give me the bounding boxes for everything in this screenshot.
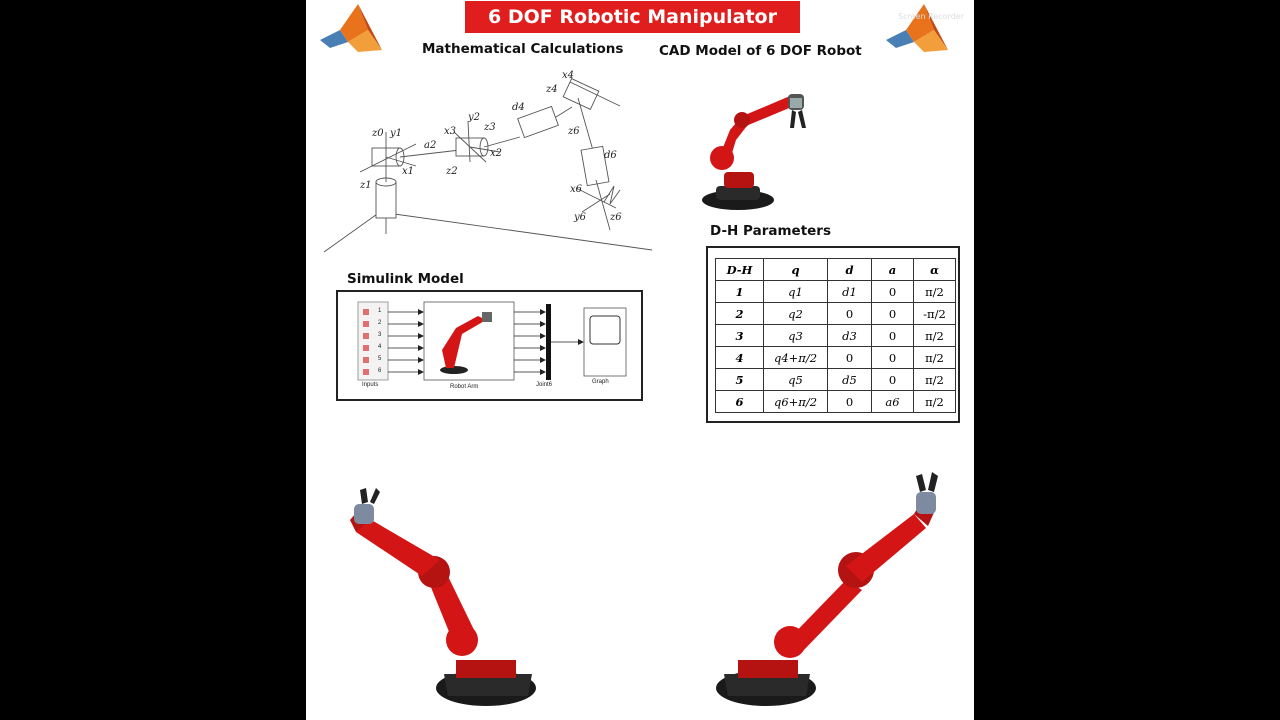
label-x6: x6 <box>570 184 583 195</box>
table-cell: 6 <box>716 391 764 413</box>
table-row <box>716 391 956 413</box>
sim-graph-label: Graph <box>592 379 609 385</box>
screen-recorder-watermark <box>884 12 964 21</box>
matlab-logo-left-icon <box>318 0 384 58</box>
label-z4: z4 <box>546 84 558 95</box>
label-x2: x2 <box>490 148 503 159</box>
table-cell: π/2 <box>914 391 956 413</box>
label-d6: d6 <box>604 150 617 161</box>
dh-header-cell: D-H <box>716 259 764 281</box>
label-d4: d4 <box>512 102 525 113</box>
table-cell: 4 <box>716 347 764 369</box>
label-z0: z0 <box>372 128 384 139</box>
table-cell: -π/2 <box>914 303 956 325</box>
dh-table <box>715 258 956 413</box>
dh-header-cell: d <box>828 259 872 281</box>
table-cell: q6+π/2 <box>764 391 828 413</box>
frame-labels <box>320 62 660 262</box>
label-y6: y6 <box>574 212 587 223</box>
simulink-heading: Simulink Model <box>347 271 464 287</box>
table-row <box>716 369 956 391</box>
sim-robot-label: Robot Arm <box>450 384 479 390</box>
label-x1: x1 <box>402 166 415 177</box>
table-cell: 3 <box>716 325 764 347</box>
table-cell: q5 <box>764 369 828 391</box>
robot-render-left <box>336 484 546 714</box>
label-z6b: z6 <box>610 212 622 223</box>
table-cell: q4+π/2 <box>764 347 828 369</box>
math-heading: Mathematical Calculations <box>422 41 624 57</box>
label-z2: z2 <box>446 166 458 177</box>
dh-header-cell: q <box>764 259 828 281</box>
label-z6a: z6 <box>568 126 580 137</box>
cad-robot-image <box>694 80 826 216</box>
table-cell: 0 <box>872 303 914 325</box>
sim-port-1: 1 <box>378 308 382 314</box>
page-title: 6 DOF Robotic Manipulator <box>465 1 800 33</box>
sim-port-5: 5 <box>378 356 382 362</box>
label-y1: y1 <box>390 128 403 139</box>
table-row <box>716 325 956 347</box>
table-cell: d1 <box>828 281 872 303</box>
label-y2: y2 <box>468 112 481 123</box>
sim-port-2: 2 <box>378 320 382 326</box>
cad-heading: CAD Model of 6 DOF Robot <box>659 43 862 59</box>
sim-port-3: 3 <box>378 332 382 338</box>
table-cell: π/2 <box>914 325 956 347</box>
table-cell: 0 <box>872 325 914 347</box>
sim-port-numbers <box>378 305 390 377</box>
table-cell: a6 <box>872 391 914 413</box>
table-cell: q2 <box>764 303 828 325</box>
table-cell: 0 <box>828 303 872 325</box>
label-z3: z3 <box>484 122 496 133</box>
dh-heading: D-H Parameters <box>710 223 831 239</box>
table-cell: 0 <box>828 391 872 413</box>
table-cell: π/2 <box>914 347 956 369</box>
matlab-logo-right-icon <box>884 0 950 58</box>
sim-joint-label: Joint6 <box>536 382 553 388</box>
dh-header-cell: α <box>914 259 956 281</box>
sim-inputs-label: Inputs <box>362 382 379 388</box>
dh-header-row <box>716 259 956 281</box>
label-a2: a2 <box>424 140 437 151</box>
table-row <box>716 281 956 303</box>
table-cell: 2 <box>716 303 764 325</box>
table-cell: q1 <box>764 281 828 303</box>
label-x4: x4 <box>562 70 575 81</box>
label-z1: z1 <box>360 180 372 191</box>
robot-render-right <box>716 470 946 714</box>
watermark-text: Screen Recorder <box>898 12 964 21</box>
label-x3: x3 <box>444 126 457 137</box>
table-cell: 0 <box>872 347 914 369</box>
table-cell: d5 <box>828 369 872 391</box>
sim-port-4: 4 <box>378 344 382 350</box>
table-row <box>716 303 956 325</box>
sim-port-6: 6 <box>378 368 382 374</box>
table-cell: 1 <box>716 281 764 303</box>
table-cell: π/2 <box>914 281 956 303</box>
table-cell: d3 <box>828 325 872 347</box>
table-cell: 0 <box>872 281 914 303</box>
table-cell: q3 <box>764 325 828 347</box>
content-panel <box>306 0 974 720</box>
table-cell: 0 <box>828 347 872 369</box>
table-cell: 5 <box>716 369 764 391</box>
table-row <box>716 347 956 369</box>
table-cell: π/2 <box>914 369 956 391</box>
dh-header-cell: a <box>872 259 914 281</box>
table-cell: 0 <box>872 369 914 391</box>
